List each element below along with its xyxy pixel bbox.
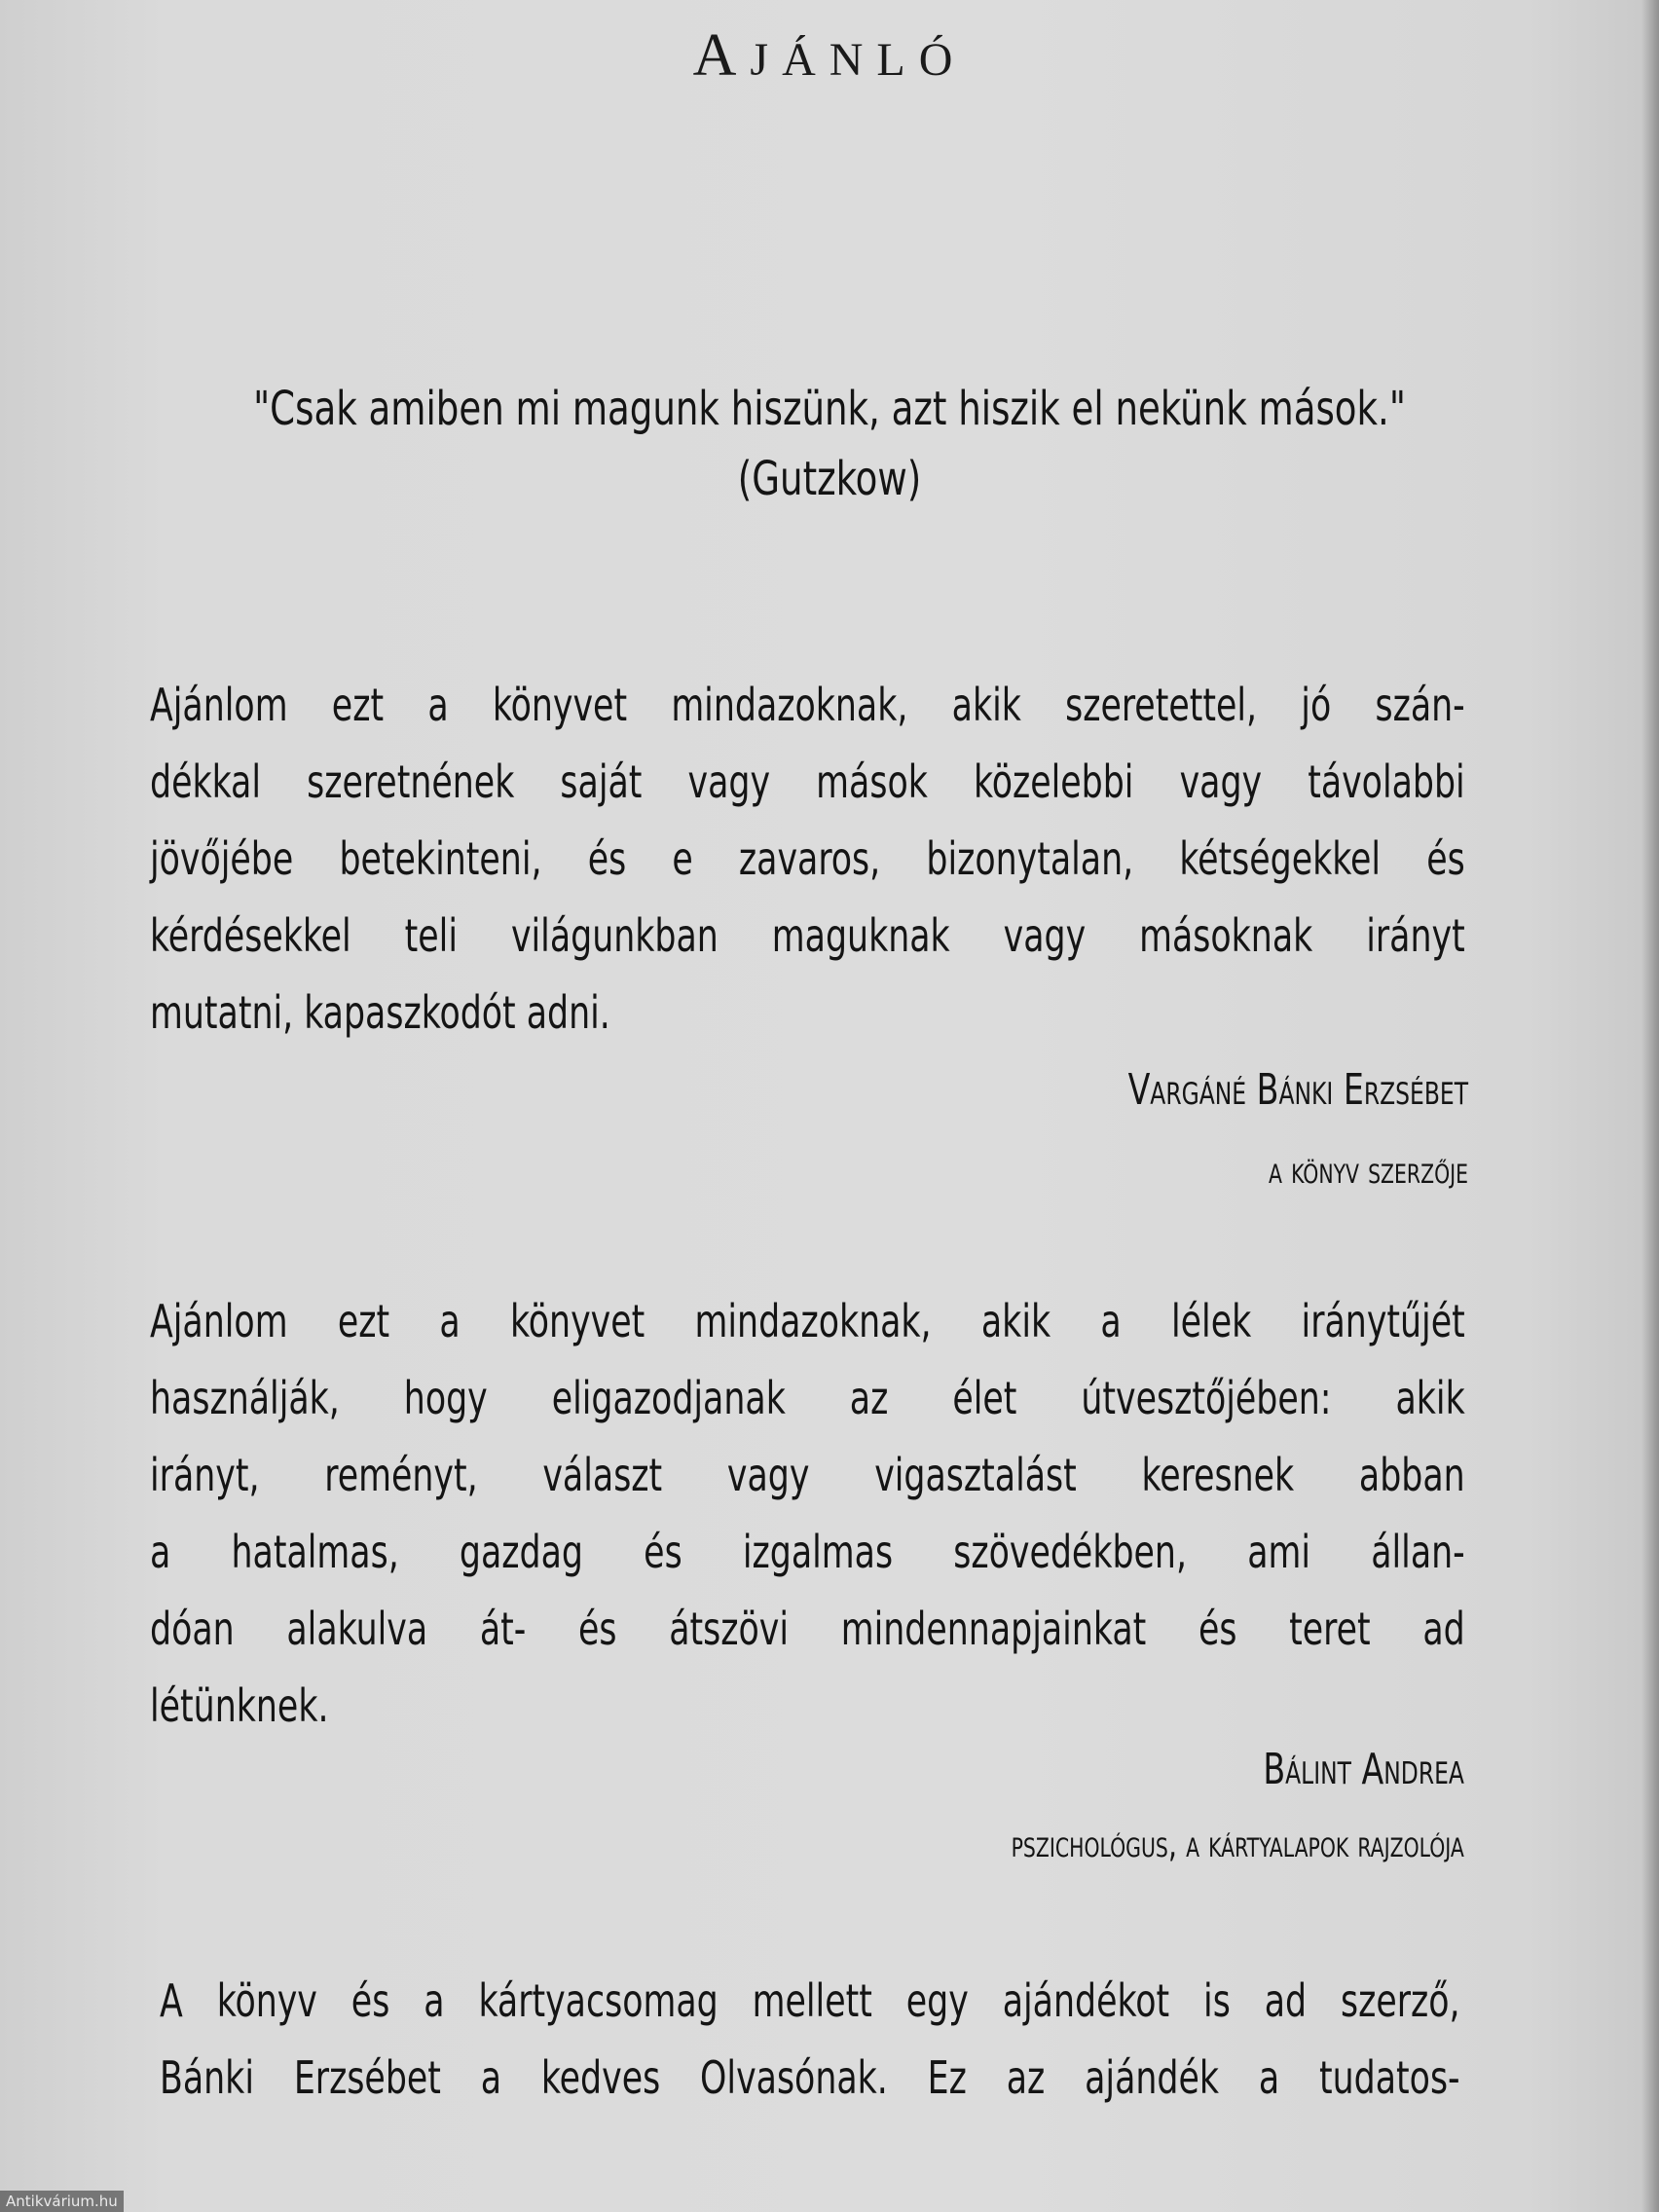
motto-quote: "Csak amiben mi magunk hiszünk, azt hiszik el nekünk mások." [253, 382, 1406, 436]
motto [116, 374, 1542, 514]
title-initial: A [692, 22, 751, 89]
signature-role-2: pszichológus, a kártyalapok rajzolója [1011, 1823, 1464, 1865]
paragraph-line: mutatni, kapaszkodót adni. [150, 986, 610, 1039]
signature-role-1: a könyv szerzője [1269, 1149, 1468, 1192]
paragraph-line: dóan alakulva át- és átszövi mindennapjainkat és teret ad [150, 1603, 1465, 1655]
paragraph-line: A könyv és a kártyacsomag mellett egy ajándékot is ad szerző, [160, 1974, 1460, 2027]
paragraph-line: kérdésekkel teli világunkban maguknak vagy másoknak irányt [150, 909, 1465, 962]
paragraph-line: létünknek. [150, 1679, 329, 1732]
recommendation-paragraph-1 [150, 667, 1465, 1051]
paragraph-line: irányt, reményt, választ vagy vigasztalást keresnek abban [150, 1449, 1465, 1501]
motto-author: (Gutzkow) [737, 452, 922, 506]
paragraph-line: jövőjébe betekinteni, és e zavaros, bizonytalan, kétségekkel és [150, 832, 1465, 885]
recommendation-paragraph-2 [150, 1283, 1465, 1745]
paragraph-line: a hatalmas, gazdag és izgalmas szövedékben, ami állan- [150, 1526, 1465, 1578]
title-rest: JÁNLÓ [750, 34, 967, 86]
closing-paragraph [160, 1963, 1460, 2117]
page-title [0, 21, 1659, 91]
signature-name-1: Vargáné Bánki Erzsébet [1127, 1065, 1468, 1115]
page-edge-shadow [1641, 0, 1659, 2212]
watermark: Antikvárium.hu [0, 2191, 124, 2212]
paragraph-line: Ajánlom ezt a könyvet mindazoknak, akik szeretettel, jó szán- [150, 679, 1465, 731]
paragraph-line: Bánki Erzsébet a kedves Olvasónak. Ez az ajándék a tudatos- [160, 2051, 1460, 2104]
paragraph-line: használják, hogy eligazodjanak az élet útvesztőjében: akik [150, 1372, 1465, 1424]
signature-name-2: Bálint Andrea [1263, 1745, 1464, 1794]
paragraph-line: dékkal szeretnének saját vagy mások közelebbi vagy távolabbi [150, 756, 1465, 808]
paragraph-line: Ajánlom ezt a könyvet mindazoknak, akik a lélek iránytűjét [150, 1295, 1465, 1347]
